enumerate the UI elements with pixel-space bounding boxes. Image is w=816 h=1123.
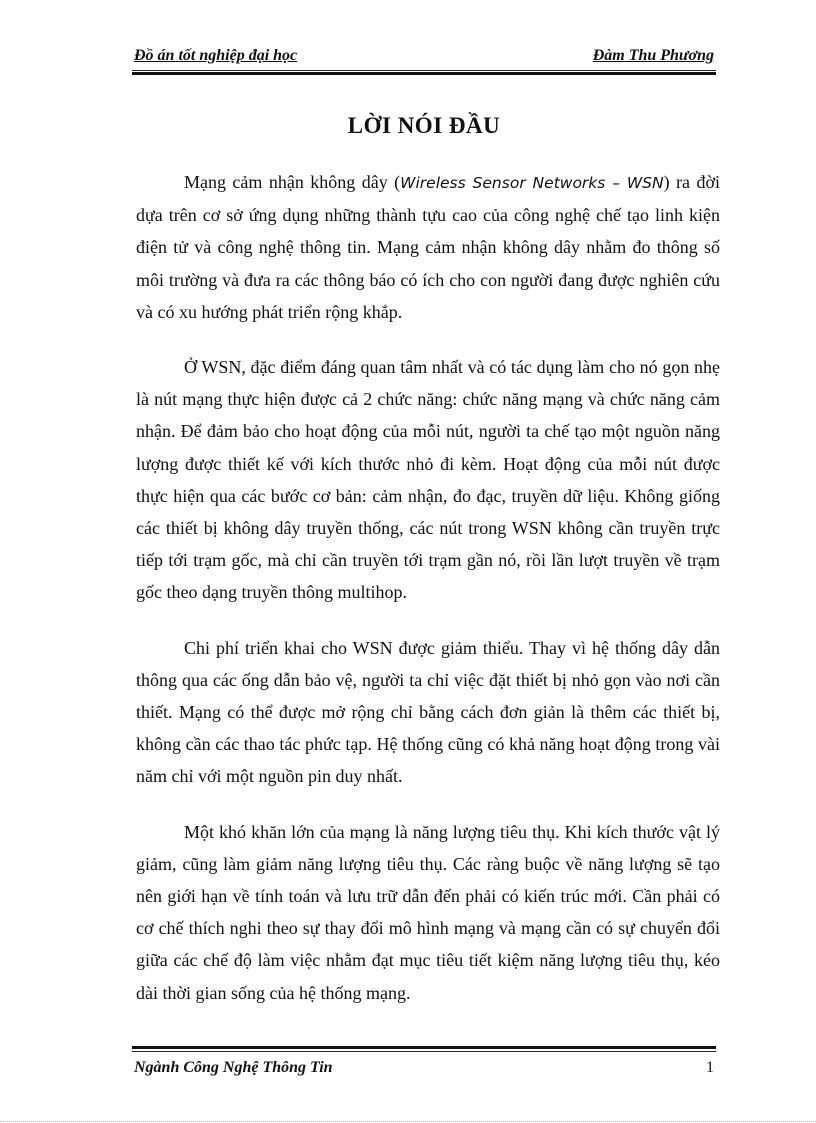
footer-department: Ngành Công Nghệ Thông Tin (134, 1059, 333, 1076)
paragraph-4: Một khó khăn lớn của mạng là năng lượng tiêu thụ. Khi kích thước vật lý giảm, cũng làm giảm năng lượng tiêu thụ. Các ràng buộc về năng lượng sẽ tạo nên giới hạn về tính toán và lưu trữ dẫn đến phải có kiến trúc mới. Cần phải có cơ chế thích nghi theo sự thay đổi mô hình mạng và mạng cần có sự chuyển đổi giữa các chế độ làm việc nhằm đạt mục tiêu tiết kiệm năng lượng tiêu thụ, kéo dài thời gian sống của hệ thống mạng. (136, 821, 720, 1003)
paragraph-2: Ở WSN, đặc điểm đáng quan tâm nhất và có tác dụng làm cho nó gọn nhẹ là nút mạng thực hiện được cả 2 chức năng: chức năng mạng và chức năng cảm nhận. Để đảm bảo cho hoạt động của mỗi nút, người ta chế tạo một nguồn năng lượng được thiết kế với kích thước nhỏ đi kèm. Hoạt động của mỗi nút được thực hiện qua các bước cơ bản: cảm nhận, đo đạc, truyền dữ liệu. Không giống các thiết bị không dây truyền thống, các nút trong WSN không cần truyền trực tiếp tới trạm gốc, mà chỉ cần truyền tới trạm gần nó, rồi lần lượt truyền về trạm gốc theo dạng truyền thông multihop. (136, 357, 720, 603)
paragraph-3: Chi phí triển khai cho WSN được giảm thiểu. Thay vì hệ thống dây dẫn thông qua các ống dẫn bảo vệ, người ta chỉ việc đặt thiết bị nhỏ gọn vào nơi cần thiết. Mạng có thể được mở rộng chỉ bằng cách đơn giản là thêm các thiết bị, không cần các thao tác phức tạp. Hệ thống cũng có khả năng hoạt động trong vài năm chỉ với một nguồn pin duy nhất. (136, 637, 720, 787)
paragraph-1 (136, 166, 720, 328)
wsn-term: Wireless Sensor Networks – WSN (400, 174, 664, 192)
page-footer (132, 1046, 716, 1076)
header-author-name: Đàm Thu Phương (592, 47, 714, 64)
page-bottom-divider (0, 1121, 816, 1122)
page-header (132, 44, 716, 71)
page-number: 1 (706, 1059, 714, 1076)
header-document-title: Đồ án tốt nghiệp đại học (134, 47, 298, 64)
paragraph-1-before: Mạng cảm nhận không dây ( (184, 172, 401, 192)
document-body (136, 166, 720, 1032)
page-title: LỜI NÓI ĐẦU (347, 113, 501, 138)
paragraph-1-after: ) ra đời dựa trên cơ sở ứng dụng những thành tựu cao của công nghệ chế tạo linh kiện điện tử và công nghệ thông tin. Mạng cảm nhận không dây nhằm đo thông số môi trường và đưa ra các thông báo có ích cho con người đang được nghiên cứu và có xu hướng phát triển rộng khắp. (136, 172, 720, 322)
